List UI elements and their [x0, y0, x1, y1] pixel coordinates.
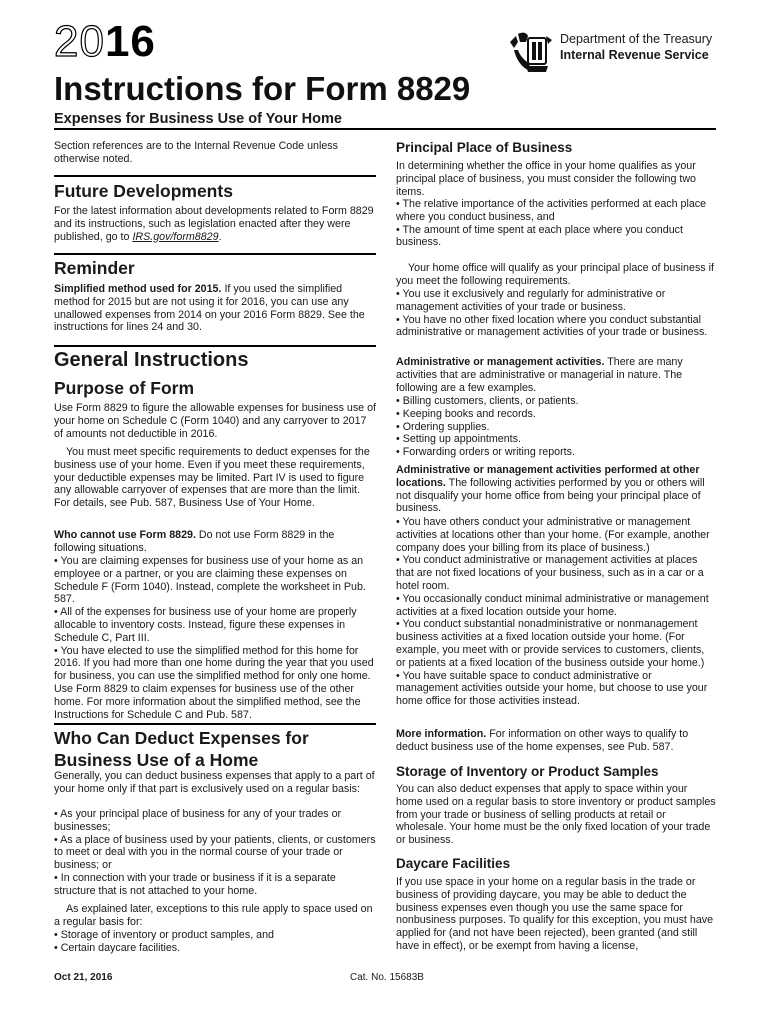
- list-item: • Setting up appointments.: [396, 433, 521, 446]
- reminder-text: [54, 283, 376, 334]
- admin-body: There are many activities that are administrative or managerial in nature. The following are a few examples.: [396, 356, 683, 394]
- bullet-text: Forwarding orders or writing reports.: [402, 446, 575, 459]
- who-can-list: [54, 808, 376, 898]
- footer-catalog: Cat. No. 15683B: [350, 972, 424, 983]
- bullet-text: You conduct administrative or management activities at places that are not fixed locations of your business, such as in a car or a hotel room.: [396, 554, 704, 592]
- bullet-text: As your principal place of business for any of your trades or businesses;: [54, 808, 342, 833]
- bullet-text: Ordering supplies.: [402, 420, 490, 433]
- list-item: • Storage of inventory or product samples, and: [54, 929, 274, 941]
- admin-lead: Administrative or management activities.: [396, 356, 605, 368]
- list-item: • The relative importance of the activities performed at each place where you conduct business, and: [396, 198, 707, 223]
- ppb-heading: Principal Place of Business: [396, 140, 573, 155]
- bullet-text: Storage of inventory or product samples, and: [60, 929, 274, 941]
- list-item: • Billing customers, clients, or patients.: [396, 395, 579, 407]
- bullet-text: In connection with your trade or business if it is a separate structure that is not attached to your home.: [54, 871, 336, 897]
- ppb-p2: Your home office will qualify as your principal place of business if you meet the following requirements.: [396, 262, 714, 287]
- who-can-list-2: [54, 929, 376, 955]
- storage-heading: Storage of Inventory or Product Samples: [396, 764, 659, 779]
- bullet-text: You occasionally conduct minimal administrative or management activities at a fixed location outside your home.: [396, 592, 709, 618]
- list-item: • You are claiming expenses for business use of your home as an employee or a partner, or you are claiming these expenses on Schedule F (Form 1040). Instead, complete the worksheet in Pub. 587.: [54, 555, 366, 606]
- list-item: • Ordering supplies.: [396, 420, 490, 433]
- bullet-text: You have suitable space to conduct administrative or management activities outside your home, but choose to use your home office for those activities instead.: [396, 669, 708, 708]
- list-item: • You occasionally conduct minimal administrative or management activities at a fixed location outside your home.: [396, 592, 709, 618]
- bullet-text: You have no other fixed location where you conduct substantial administrative or management activities of your trade or business.: [396, 313, 708, 339]
- list-item: • You have elected to use the simplified method for this home for 2016. If you had more than one home during the year that you used for business, you can use the simplified method for only one home. Use Form 8829 to claim expenses for business use of the other home. For more information about the simplified method, see the Instructions for Schedule C and Pub. 587.: [54, 644, 374, 721]
- list-item: • You have no other fixed location where you conduct substantial administrative or management activities of your trade or business.: [396, 313, 708, 339]
- bullet-text: You are claiming expenses for business use of your home as an employee or a partner, or you are claiming these expenses on Schedule F (Form 1040). Instead, complete the worksheet in Pub. 587.: [54, 555, 366, 606]
- tax-year: [54, 18, 156, 66]
- bullet-text: You use it exclusively and regularly for administrative or management activities of your trade or business.: [396, 288, 666, 313]
- reminder-lead: Simplified method used for 2015.: [54, 283, 222, 295]
- irs-eagle-logo-icon: [506, 28, 554, 76]
- future-heading: Future Developments: [54, 181, 233, 201]
- general-heading: General Instructions: [54, 349, 249, 371]
- list-item: • Keeping books and records.: [396, 407, 536, 420]
- other-locations-text: [396, 464, 716, 515]
- list-item: • The amount of time spent at each place where you conduct business.: [396, 223, 683, 249]
- who-cannot-list: [54, 555, 376, 721]
- admin-text: [396, 356, 716, 394]
- ppb-list-2: [396, 288, 716, 339]
- list-item: • All of the expenses for business use of your home are properly allocable to inventory costs. Instead, figure these expenses in Schedule C, Part III.: [54, 606, 357, 644]
- list-item: • Certain daycare facilities.: [54, 941, 181, 954]
- ppb-p1: In determining whether the office in your home qualifies as your principal place of business, you must consider the following two items.: [396, 160, 697, 198]
- other-lead: Administrative or management activities performed at other locations.: [396, 464, 700, 489]
- who-cannot-text: [54, 529, 376, 555]
- who-can-p1: Generally, you can deduct business expenses that apply to a part of your home only if that part is exclusively used on a regular basis:: [54, 770, 375, 795]
- agency-irs: Internal Revenue Service: [560, 48, 709, 62]
- other-list: [396, 516, 716, 708]
- bullet-text: All of the expenses for business use of your home are properly allocable to inventory costs. Instead, figure these expenses in Schedule C, Part III.: [54, 606, 357, 644]
- list-item: • You conduct substantial nonadministrative or nonmanagement business activities at a fixed location outside your home. (For example, you meet with or provide services to customers, clients, or patients at a fixed location of the business outside your home.): [396, 618, 705, 669]
- purpose-p2: You must meet specific requirements to deduct expenses for the business use of your home. Even if you meet these requirements, your deductible expenses may be limited. Part IV is used to figure any allowable carryover of expenses that are more than the limit. For details, see Pub. 587, Business Use of Your Home.: [54, 446, 370, 510]
- more-body: For information on other ways to qualify to deduct business use of the home expenses, see Pub. 587.: [396, 728, 689, 753]
- list-item: • As your principal place of business for any of your trades or businesses;: [54, 808, 342, 833]
- daycare-text: If you use space in your home on a regular basis in the trade or business of providing daycare, you may be able to deduct the business expenses even though you use the same space for nonbusiness purposes. To qualify for this exception, you must have applied for (and not have been rejected), been granted (and still have in effect), or be exempt from having a license,: [396, 876, 714, 952]
- header-rule: [54, 128, 716, 130]
- list-item: • You have others conduct your administrative or management activities at locations other than your home. (For example, another company does your billing from its place of business.): [396, 516, 710, 554]
- form8829-link[interactable]: IRS.gov/form8829: [132, 230, 219, 243]
- daycare-heading: Daycare Facilities: [396, 856, 511, 871]
- agency-name: [560, 31, 712, 63]
- bullet-text: As a place of business used by your patients, clients, or customers to meet or deal with you in the normal course of your trade or business; or: [54, 833, 376, 872]
- list-item: • You use it exclusively and regularly for administrative or management activities of your trade or business.: [396, 288, 666, 313]
- other-body: The following activities performed by you or others will not disqualify your home office from being your principal place of business.: [396, 476, 705, 515]
- list-item: • You have suitable space to conduct administrative or management activities outside your home, but choose to use your home office for those activities instead.: [396, 669, 708, 708]
- who-cannot-body: Do not use Form 8829 in the following situations.: [54, 529, 335, 554]
- bullet-text: You have elected to use the simplified method for this home for 2016. If you had more than one home during the year that you used for business, you can use the simplified method for only one home. Use Form 8829 to claim expenses for business use of the other home. For more information about the simplified method, see the Instructions for Schedule C and Pub. 587.: [54, 644, 374, 721]
- intro-text: Section references are to the Internal Revenue Code unless otherwise noted.: [54, 140, 338, 165]
- bullet-text: The amount of time spent at each place where you conduct business.: [396, 223, 683, 249]
- section-rule: [54, 723, 376, 725]
- list-item: • In connection with your trade or business if it is a separate structure that is not attached to your home.: [54, 871, 336, 897]
- who-can-p2: As explained later, exceptions to this rule apply to space used on a regular basis for:: [54, 903, 373, 928]
- more-info-text: [396, 728, 716, 754]
- bullet-text: Setting up appointments.: [402, 433, 521, 446]
- future-text: [54, 205, 376, 243]
- purpose-heading: Purpose of Form: [54, 378, 195, 398]
- bullet-text: Billing customers, clients, or patients.: [402, 395, 579, 407]
- page-subtitle: Expenses for Business Use of Your Home: [54, 111, 342, 127]
- storage-text: You can also deduct expenses that apply to space within your home used on a regular basis to store inventory or product samples from your trade or business of selling products at retail or wholesale. Your home must be the only fixed location of your trade or business.: [396, 783, 716, 847]
- bullet-text: The relative importance of the activities performed at each place where you conduct business, and: [396, 198, 707, 223]
- year-bold: 16: [104, 17, 156, 66]
- section-rule: [54, 345, 376, 347]
- footer-date: Oct 21, 2016: [54, 972, 113, 983]
- section-rule: [54, 175, 376, 177]
- section-rule: [54, 253, 376, 255]
- bullet-text: Keeping books and records.: [402, 407, 536, 420]
- page-title: Instructions for Form 8829: [54, 70, 471, 107]
- agency-department: Department of the Treasury: [560, 32, 713, 46]
- future-text-lead: For the latest information about developments related to Form 8829 and its instructions, such as legislation enacted after they were published, go to: [54, 205, 374, 243]
- list-item: • Forwarding orders or writing reports.: [396, 446, 575, 459]
- bullet-text: You have others conduct your administrative or management activities at locations other than your home. (For example, another company does your billing from its place of business.): [396, 516, 710, 554]
- list-item: • You conduct administrative or management activities at places that are not fixed locations of your business, such as in a car or a hotel room.: [396, 554, 704, 592]
- bullet-text: Certain daycare facilities.: [60, 941, 181, 954]
- list-item: • As a place of business used by your patients, clients, or customers to meet or deal with you in the normal course of your trade or business; or: [54, 833, 376, 872]
- admin-list: [396, 395, 716, 459]
- bullet-text: You conduct substantial nonadministrative or nonmanagement business activities at a fixed location outside your home. (For example, you meet with or provide services to customers, clients, or patients at a fixed location of the business outside your home.): [396, 618, 705, 669]
- reminder-body: If you used the simplified method for 2015 but are not using it for 2016, you can use any unallowed expenses from 2014 on your 2016 Form 8829. See the instructions for lines 24 and 30.: [54, 283, 365, 334]
- year-outline: 20: [54, 17, 105, 66]
- purpose-p1: Use Form 8829 to figure the allowable expenses for business use of your home on Schedule C (Form 1040) and any carryover to 2017 of amounts not deductible in 2016.: [54, 402, 376, 440]
- who-can-heading: Who Can Deduct Expenses for Business Use of a Home: [54, 728, 309, 770]
- reminder-heading: Reminder: [54, 258, 135, 278]
- more-lead: More information.: [396, 728, 487, 740]
- future-text-end: .: [218, 230, 222, 243]
- ppb-list: [396, 198, 716, 249]
- who-cannot-lead: Who cannot use Form 8829.: [54, 529, 196, 541]
